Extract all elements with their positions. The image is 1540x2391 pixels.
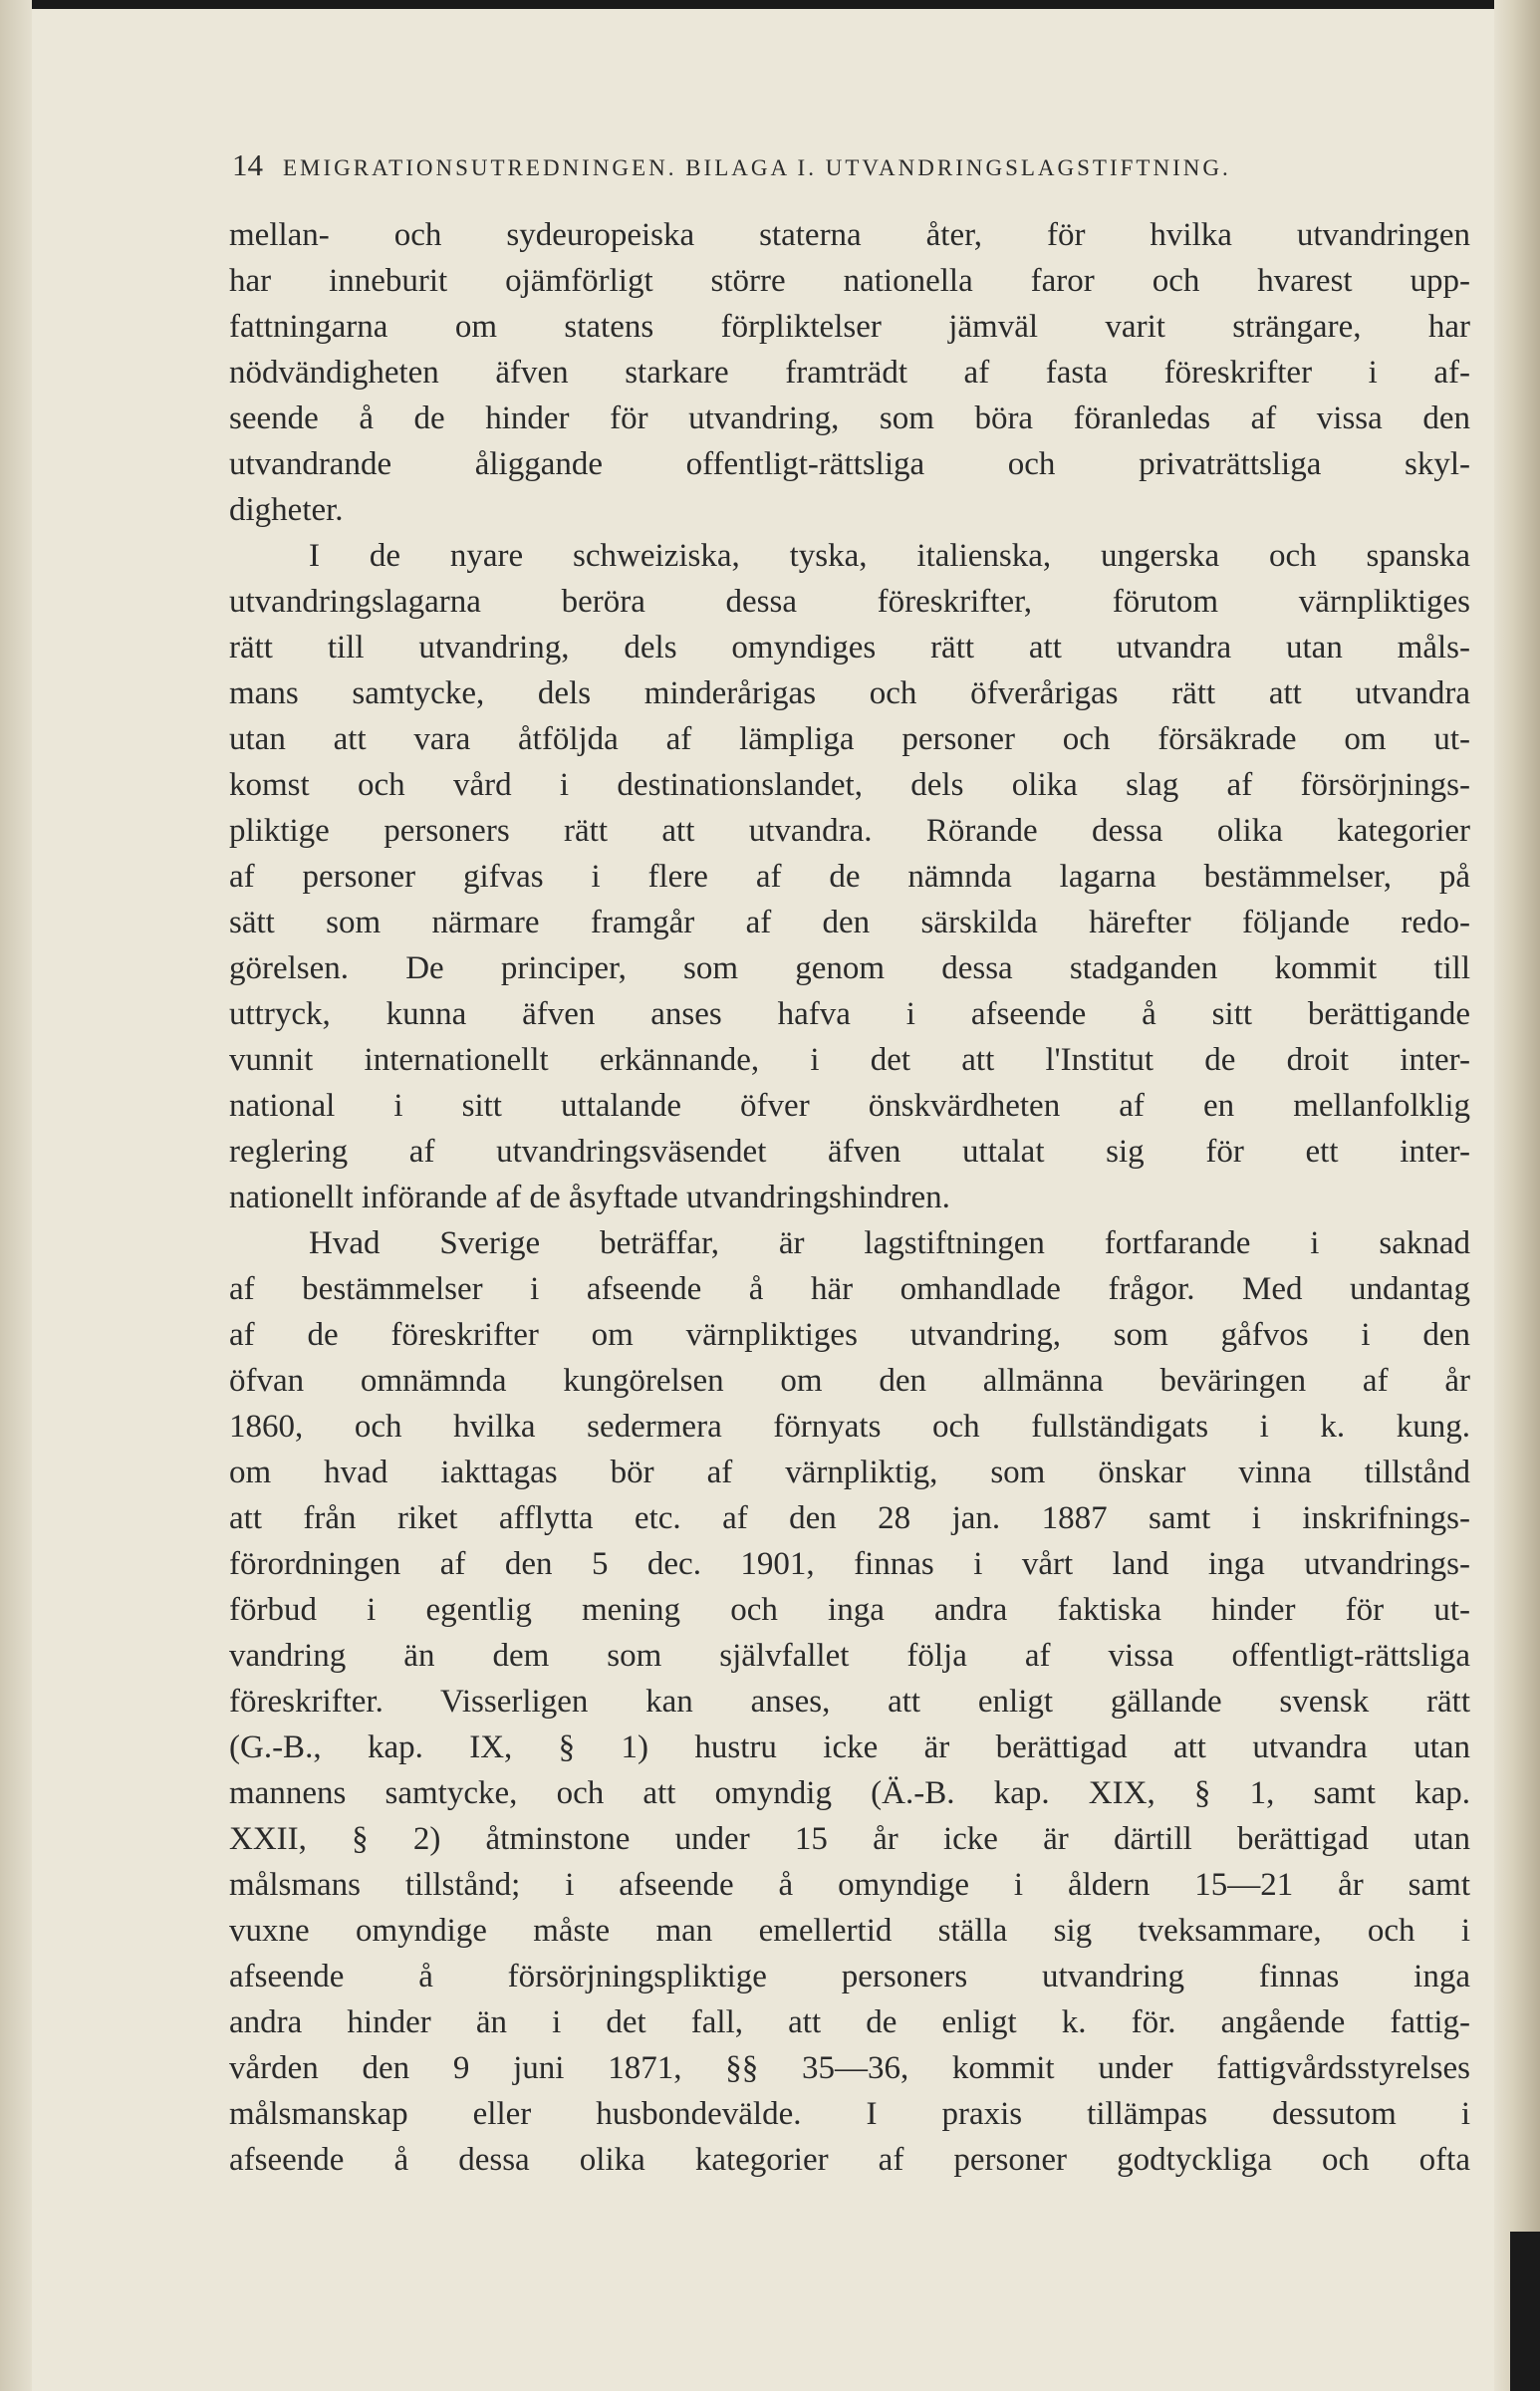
text-line: görelsen. De principer, som genom dessa stadganden kommit till bbox=[229, 950, 1470, 986]
text-line: (G.-B., kap. IX, § 1) hustru icke är berättigad att utvandra utan bbox=[229, 1729, 1470, 1765]
text-line: andra hinder än i det fall, att de enligt k. för. angående fattig- bbox=[229, 2004, 1470, 2040]
text-line: afseende å försörjningspliktige personers utvandring finnas inga bbox=[229, 1959, 1470, 1994]
text-line: af de föreskrifter om värnpliktiges utvandring, som gåfvos i den bbox=[229, 1317, 1470, 1353]
text-line: 1860, och hvilka sedermera förnyats och fullständigats i k. kung. bbox=[229, 1409, 1470, 1445]
page-left-edge bbox=[0, 0, 32, 2391]
text-line: vuxne omyndige måste man emellertid ställa sig tveksammare, och i bbox=[229, 1913, 1470, 1949]
text-line: vunnit internationellt erkännande, i det att l'Institut de droit inter- bbox=[229, 1042, 1470, 1078]
text-line: uttryck, kunna äfven anses hafva i afseende å sitt berättigande bbox=[229, 996, 1470, 1032]
text-line: vandring än dem som självfallet följa af vissa offentligt-rättsliga bbox=[229, 1638, 1470, 1674]
text-line: vården den 9 juni 1871, §§ 35—36, kommit under fattigvårdsstyrelses bbox=[229, 2050, 1470, 2086]
text-line: utvandrande åliggande offentligt-rättsliga och privaträttsliga skyl- bbox=[229, 446, 1470, 482]
text-line: utan att vara åtföljda af lämpliga personer och försäkrade om ut- bbox=[229, 721, 1470, 757]
text-line: af bestämmelser i afseende å här omhandlade frågor. Med undantag bbox=[229, 1271, 1470, 1307]
running-head bbox=[232, 147, 1467, 187]
text-line: pliktige personers rätt att utvandra. Rörande dessa olika kategorier bbox=[229, 813, 1470, 849]
text-line: reglering af utvandringsväsendet äfven uttalat sig för ett inter- bbox=[229, 1134, 1470, 1170]
text-line: öfvan omnämnda kungörelsen om den allmänna beväringen af år bbox=[229, 1363, 1470, 1399]
text-line: digheter. bbox=[229, 492, 344, 528]
text-line: att från riket afflytta etc. af den 28 jan. 1887 samt i inskrifnings- bbox=[229, 1500, 1470, 1536]
paragraph-start-line: I de nyare schweiziska, tyska, italienska, ungerska och spanska bbox=[309, 538, 1470, 574]
text-line: mans samtycke, dels minderårigas och öfverårigas rätt att utvandra bbox=[229, 675, 1470, 711]
page-number: 14 bbox=[232, 147, 263, 182]
text-line: mannens samtycke, och att omyndig (Ä.-B. kap. XIX, § 1, samt kap. bbox=[229, 1775, 1470, 1811]
page-right-edge bbox=[1494, 0, 1540, 2391]
text-line: XXII, § 2) åtminstone under 15 år icke är därtill berättigad utan bbox=[229, 1821, 1470, 1857]
text-line: målsmanskap eller husbondevälde. I praxis tillämpas dessutom i bbox=[229, 2096, 1470, 2132]
text-line: utvandringslagarna beröra dessa föreskrifter, förutom värnpliktiges bbox=[229, 584, 1470, 620]
text-line: nationellt införande af de åsyftade utvandringshindren. bbox=[229, 1180, 950, 1215]
text-line: nödvändigheten äfven starkare framträdt af fasta föreskrifter i af- bbox=[229, 355, 1470, 391]
text-line: komst och vård i destinationslandet, dels olika slag af försörjnings- bbox=[229, 767, 1470, 803]
text-line: sätt som närmare framgår af den särskilda härefter följande redo- bbox=[229, 905, 1470, 940]
text-line: national i sitt uttalande öfver önskvärdheten af en mellanfolklig bbox=[229, 1088, 1470, 1124]
text-line: mellan- och sydeuropeiska staterna åter, för hvilka utvandringen bbox=[229, 217, 1470, 253]
text-line: fattningarna om statens förpliktelser jämväl varit strängare, har bbox=[229, 309, 1470, 345]
running-head-title: EMIGRATIONSUTREDNINGEN. BILAGA I. UTVANDRINGSLAGSTIFTNING. bbox=[283, 155, 1231, 180]
text-line: har inneburit ojämförligt större nationella faror och hvarest upp- bbox=[229, 263, 1470, 299]
text-line: afseende å dessa olika kategorier af personer godtyckliga och ofta bbox=[229, 2142, 1470, 2178]
text-line: föreskrifter. Visserligen kan anses, att enligt gällande svensk rätt bbox=[229, 1684, 1470, 1720]
text-line: förbud i egentlig mening och inga andra faktiska hinder för ut- bbox=[229, 1592, 1470, 1628]
text-line: rätt till utvandring, dels omyndiges rätt att utvandra utan måls- bbox=[229, 630, 1470, 665]
page-right-edge-shadow bbox=[1510, 2232, 1540, 2391]
paragraph-start-line: Hvad Sverige beträffar, är lagstiftningen fortfarande i saknad bbox=[309, 1225, 1470, 1261]
text-line: målsmans tillstånd; i afseende å omyndige i åldern 15—21 år samt bbox=[229, 1867, 1470, 1903]
text-line: om hvad iakttagas bör af värnpliktig, som önskar vinna tillstånd bbox=[229, 1455, 1470, 1490]
text-line: af personer gifvas i flere af de nämnda lagarna bestämmelser, på bbox=[229, 859, 1470, 895]
text-line: förordningen af den 5 dec. 1901, finnas i vårt land inga utvandrings- bbox=[229, 1546, 1470, 1582]
body-text bbox=[229, 212, 1470, 2183]
top-border bbox=[0, 0, 1524, 9]
text-line: seende å de hinder för utvandring, som böra föranledas af vissa den bbox=[229, 400, 1470, 436]
